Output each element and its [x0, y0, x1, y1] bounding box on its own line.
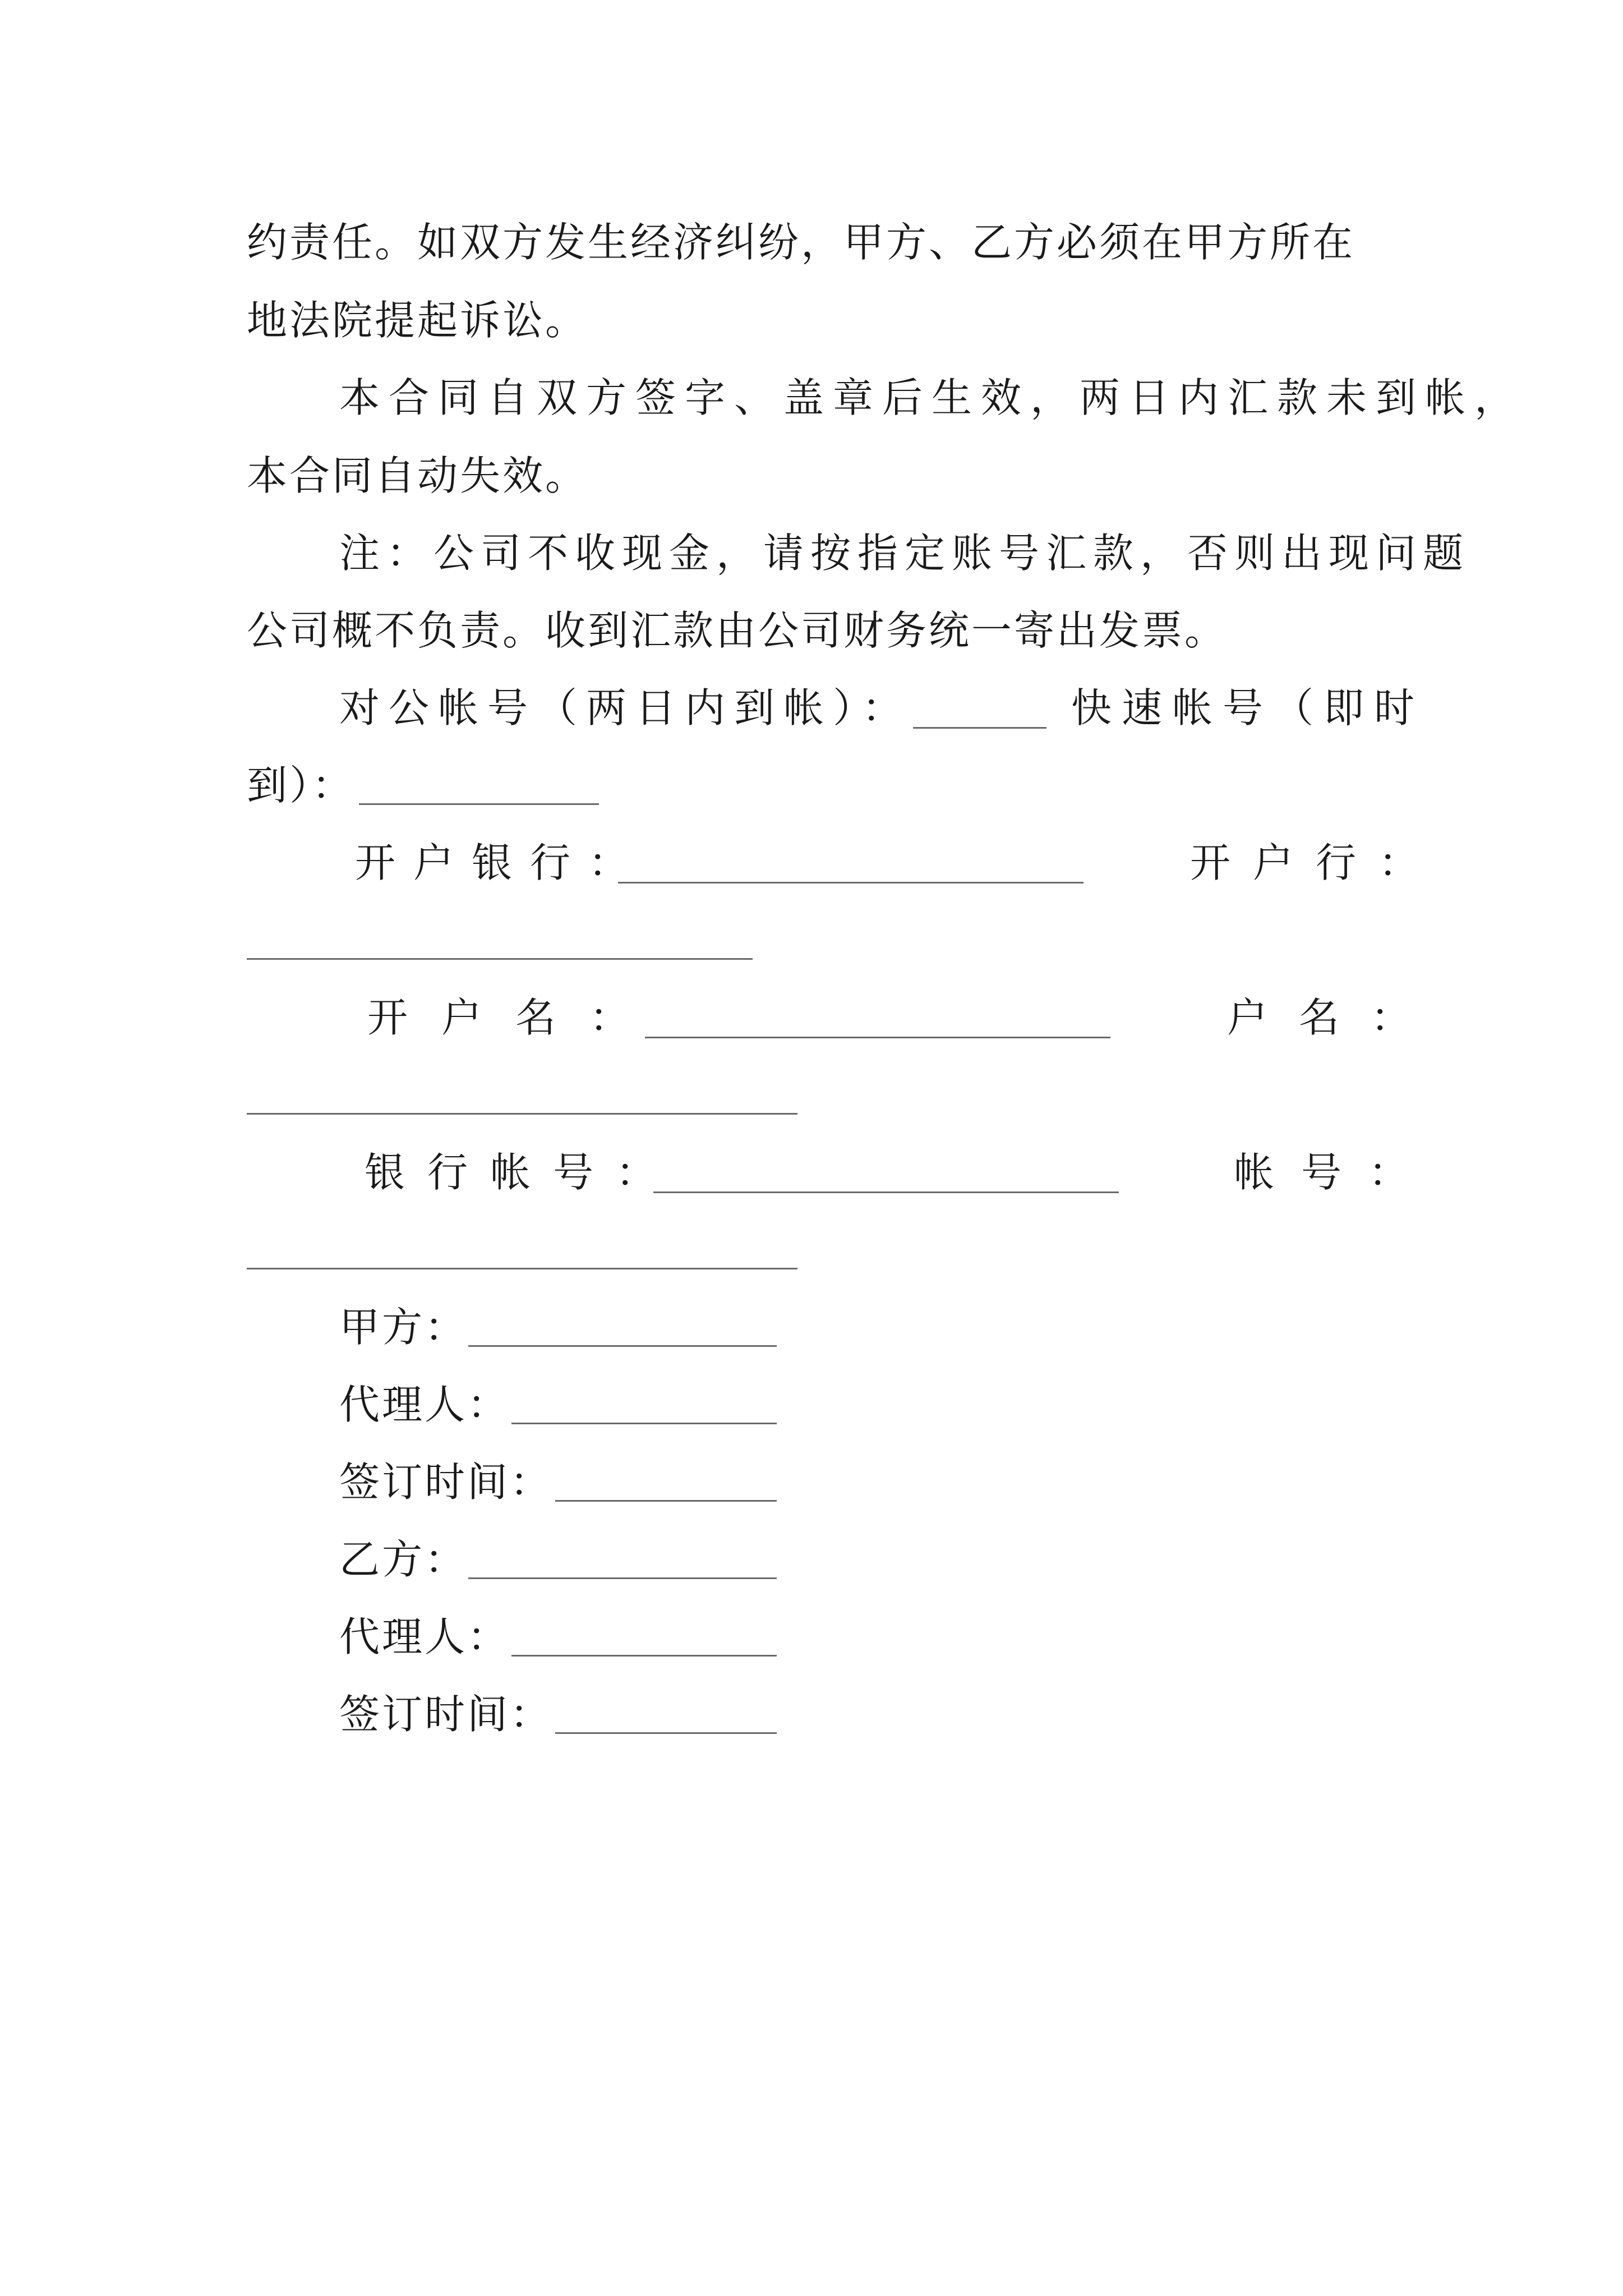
agent-b-blank — [511, 1655, 777, 1657]
bank-blank-left — [618, 882, 1083, 884]
account-label-left: 银行帐号： — [365, 1149, 679, 1196]
agent-a-label: 代理人： — [339, 1381, 510, 1428]
fast-account-label-cont: 到）： — [247, 762, 355, 809]
fast-account-label: 快速帐号（即时 — [1071, 684, 1425, 731]
date-b-blank — [555, 1732, 777, 1734]
account-label-right: 帐号： — [1234, 1149, 1436, 1196]
name-blank-right — [247, 1113, 797, 1115]
paragraph-1-line-1: 约责任。如双方发生经济纠纷，甲方、乙方必须在甲方所在 — [247, 219, 1355, 266]
paragraph-2-line-2: 本合同自动失效。 — [247, 452, 588, 499]
party-a-blank — [468, 1345, 777, 1347]
paragraph-3-line-2: 公司概不负责。收到汇款由公司财务统一寄出发票。 — [247, 607, 1228, 654]
name-label-left: 开户名： — [367, 994, 664, 1041]
name-label-right: 户名： — [1227, 994, 1443, 1041]
party-b-blank — [468, 1577, 777, 1579]
paragraph-3-line-1: 注：公司不收现金，请按指定账号汇款，否则出现问题 — [339, 530, 1470, 577]
bank-label-right: 开户行： — [1190, 839, 1442, 886]
date-a-blank — [555, 1500, 777, 1502]
paragraph-1-line-2: 地法院提起诉讼。 — [247, 297, 588, 344]
party-a-label: 甲方： — [339, 1304, 468, 1351]
bank-label-left: 开户银行： — [355, 839, 647, 886]
party-b-label: 乙方： — [339, 1536, 468, 1583]
public-account-label: 对公帐号（两日内到帐）： — [339, 684, 912, 731]
fast-account-blank — [359, 803, 599, 805]
paragraph-2-line-1: 本合同自双方签字、盖章后生效，两日内汇款未到帐， — [339, 374, 1524, 421]
date-a-label: 签订时间： — [339, 1458, 553, 1506]
public-account-blank — [913, 727, 1046, 729]
name-blank-left — [645, 1037, 1110, 1038]
account-blank-left — [653, 1191, 1119, 1193]
bank-blank-right — [247, 958, 753, 960]
account-blank-right — [247, 1268, 797, 1269]
agent-b-label: 代理人： — [339, 1613, 510, 1660]
date-b-label: 签订时间： — [339, 1691, 553, 1738]
agent-a-blank — [511, 1423, 777, 1424]
